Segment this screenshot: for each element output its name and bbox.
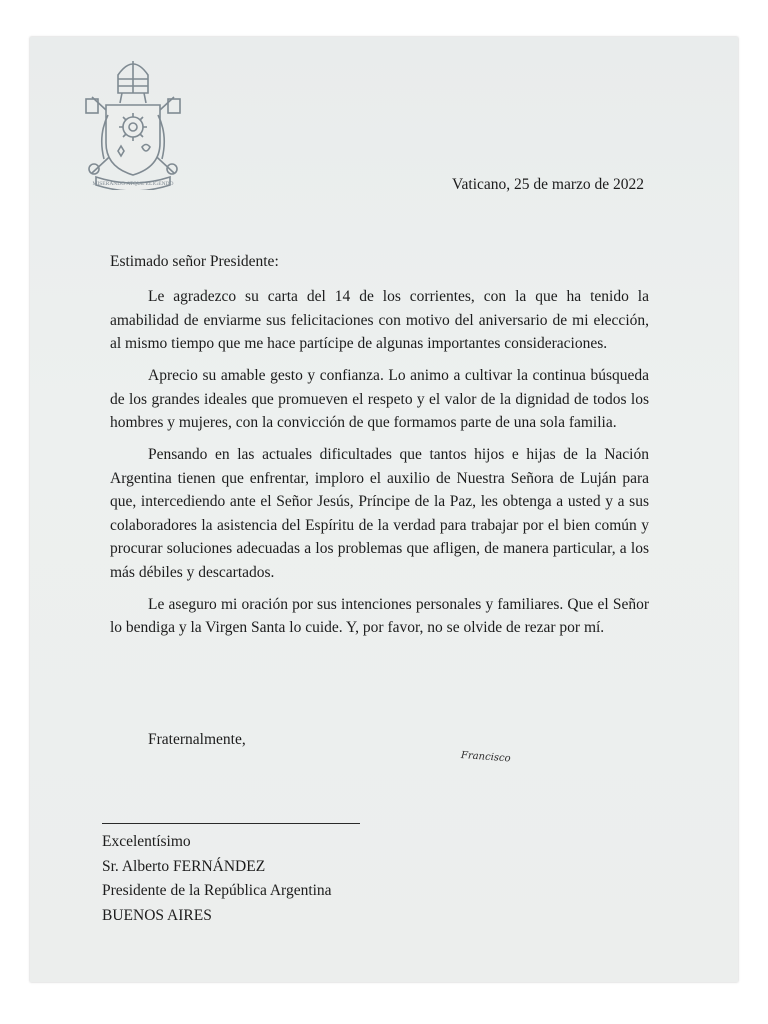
paragraph: Aprecio su amable gesto y confianza. Lo animo a cultivar la continua búsqueda de los grandes ideales que promueven el respeto y el valor de la dignidad de todos los hombres y mujeres, con la convicción de que formamos parte de una sola familia. [110, 367, 649, 431]
papal-coat-of-arms-icon [78, 55, 188, 190]
salutation: Estimado señor Presidente: [110, 253, 279, 270]
recipient-line: Presidente de la República Argentina [102, 882, 332, 899]
motto-text: MISERANDO ATQUE ELIGENDO [92, 181, 174, 187]
letter-body [110, 285, 649, 648]
letter-date: Vaticano, 25 de marzo de 2022 [452, 176, 644, 193]
recipient-line: Sr. Alberto FERNÁNDEZ [102, 857, 266, 875]
paragraph: Pensando en las actuales dificultades que tantos hijos e hijas de la Nación Argentina tienen que enfrentar, imploro el auxilio de Nuestra Señora de Luján para que, intercediendo ante el Señor Jesús, Príncipe de la Paz, les obtenga a usted y a sus colaboradores la asistencia del Espíritu de la verdad para trabajar por el bien común y procurar soluciones adecuadas a los problemas que afligen, de manera particular, a los más débiles y descartados. [110, 446, 649, 581]
closing: Fraternalmente, [148, 731, 246, 748]
recipient-line: BUENOS AIRES [102, 906, 212, 924]
paragraph: Le aseguro mi oración por sus intenciones personales y familiares. Que el Señor lo bendiga y la Virgen Santa lo cuide. Y, por favor, no se olvide de rezar por mí. [110, 595, 649, 636]
recipient-line: Excelentísimo [102, 833, 191, 850]
recipient-block [102, 830, 332, 928]
paragraph: Le agradezco su carta del 14 de los corrientes, con la que ha tenido la amabilidad de enviarme sus felicitaciones con motivo del aniversario de mi elección, al mismo tiempo que me hace partícipe de algunas importantes consideraciones. [110, 288, 649, 352]
signature-text: Francisco [460, 749, 511, 765]
letter-page [30, 37, 738, 982]
signature-rule [102, 823, 360, 824]
handwritten-signature [460, 745, 520, 767]
